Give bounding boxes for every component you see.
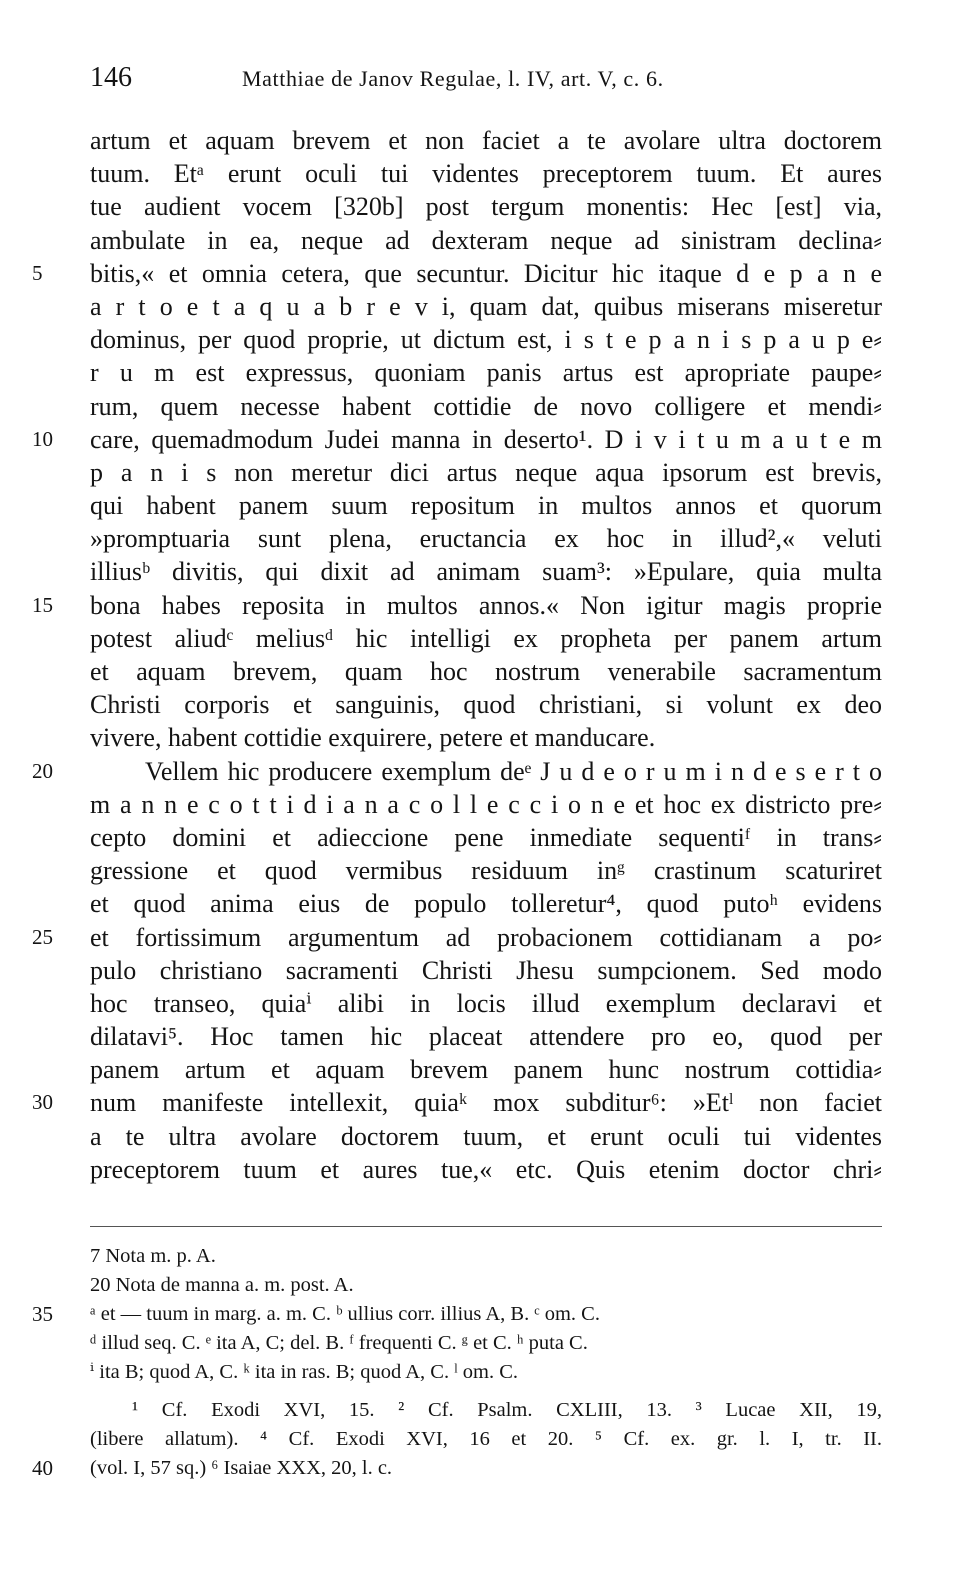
line-text: preceptorem tuum et aures tue,« etc. Quis etenim doctor chri⸗ bbox=[90, 1154, 882, 1184]
line-text: ambulate in ea, neque ad dexteram neque ad sinistram declina⸗ bbox=[90, 225, 882, 255]
line-text: panem artum et aquam brevem panem hunc nostrum cottidia⸗ bbox=[90, 1055, 882, 1085]
line-text: m a n n e c o t t i d i a n a c o l l e c c i o n e et hoc ex districto pre⸗ bbox=[90, 789, 882, 819]
text-line bbox=[0, 1120, 960, 1153]
line-text: a r t o e t a q u a b r e v i, quam dat, quibus miserans miseretur bbox=[90, 291, 882, 321]
text-line bbox=[0, 190, 960, 223]
line-text: cepto domini et adieccione pene inmediate sequentiᶠ in trans⸗ bbox=[90, 822, 882, 852]
footnote-text: (libere allatum). ⁴ Cf. Exodi XVI, 16 et 20. ⁵ Cf. ex. gr. l. I, tr. II. bbox=[90, 1428, 882, 1450]
text-line bbox=[0, 1020, 960, 1053]
page-header bbox=[90, 62, 890, 102]
text-line bbox=[0, 157, 960, 190]
text-line bbox=[0, 356, 960, 389]
text-line bbox=[0, 423, 960, 456]
line-number: 5 bbox=[32, 260, 43, 285]
line-number: 40 bbox=[32, 1456, 53, 1480]
footnote-line bbox=[0, 1425, 960, 1454]
text-line bbox=[0, 921, 960, 954]
footnote-text: ᵃ et — tuum in marg. a. m. C. ᵇ ullius corr. illius A, B. ᶜ om. C. bbox=[90, 1303, 600, 1325]
footnote-line bbox=[0, 1329, 960, 1358]
line-text: vivere, habent cottidie exquirere, petere et manducare. bbox=[90, 723, 656, 753]
line-text: Vellem hic producere exemplum deᵉ J u d e o r u m i n d e s e r t o bbox=[145, 756, 882, 786]
footnote-text: 20 Nota de manna a. m. post. A. bbox=[90, 1274, 354, 1296]
text-line bbox=[0, 987, 960, 1020]
line-text: r u m est expressus, quoniam panis artus est apropriate paupe⸗ bbox=[90, 358, 882, 388]
line-number: 35 bbox=[32, 1302, 53, 1326]
text-line bbox=[0, 323, 960, 356]
main-text-block bbox=[0, 124, 960, 1186]
text-line bbox=[0, 522, 960, 555]
text-line bbox=[0, 1086, 960, 1119]
footnote-line bbox=[0, 1271, 960, 1300]
text-line bbox=[0, 1153, 960, 1186]
text-line bbox=[0, 390, 960, 423]
text-line bbox=[0, 887, 960, 920]
line-text: potest aliudᶜ meliusᵈ hic intelligi ex propheta per panem artum bbox=[90, 623, 882, 653]
running-title: Matthiae de Janov Regulae, l. IV, art. V, c. 6. bbox=[242, 66, 664, 91]
line-text: gressione et quod vermibus residuum inᵍ crastinum scaturiret bbox=[90, 856, 882, 886]
text-line bbox=[0, 456, 960, 489]
line-text: et quod anima eius de populo tolleretur⁴, quod putoʰ evidens bbox=[90, 889, 882, 919]
line-text: dominus, per quod proprie, ut dictum est, i s t e p a n i s p a u p e⸗ bbox=[90, 325, 882, 355]
text-line bbox=[0, 290, 960, 323]
text-line bbox=[0, 755, 960, 788]
footnotes-block bbox=[0, 1242, 960, 1483]
line-text: tue audient vocem [320b] post tergum monentis: Hec [est] via, bbox=[90, 192, 882, 222]
text-line bbox=[0, 224, 960, 257]
text-line bbox=[0, 489, 960, 522]
footnote-text: 7 Nota m. p. A. bbox=[90, 1245, 216, 1267]
footnote-text: ᵈ illud seq. C. ᵉ ita A, C; del. B. ᶠ frequenti C. ᵍ et C. ʰ puta C. bbox=[90, 1332, 588, 1354]
text-line bbox=[0, 1053, 960, 1086]
line-text: tuum. Etᵃ erunt oculi tui videntes preceptorem tuum. Et aures bbox=[90, 159, 882, 189]
critical-apparatus bbox=[0, 1300, 960, 1387]
line-number: 15 bbox=[32, 592, 53, 617]
footnote-line bbox=[0, 1242, 960, 1271]
source-notes bbox=[0, 1396, 960, 1483]
line-text: bona habes reposita in multos annos.« Non igitur magis proprie bbox=[90, 590, 882, 620]
line-number: 20 bbox=[32, 758, 53, 783]
text-line bbox=[0, 788, 960, 821]
line-text: illiusᵇ divitis, qui dixit ad animam suam³: »Epulare, quia multa bbox=[90, 557, 882, 587]
footnote-text: ¹ Cf. Exodi XVI, 15. ² Cf. Psalm. CXLIII, 13. ³ Lucae XII, 19, bbox=[132, 1399, 882, 1421]
line-text: et aquam brevem, quam hoc nostrum venerabile sacramentum bbox=[90, 657, 882, 686]
footnote-line bbox=[0, 1396, 960, 1425]
text-line bbox=[0, 622, 960, 655]
line-text: qui habent panem suum repositum in multos annos et quorum bbox=[90, 491, 882, 521]
line-text: et fortissimum argumentum ad probacionem cottidianam a po⸗ bbox=[90, 922, 882, 952]
page-number: 146 bbox=[90, 62, 132, 93]
line-text: pulo christiano sacramenti Christi Jhesu sumpcionem. Sed modo bbox=[90, 955, 882, 985]
text-line bbox=[0, 589, 960, 622]
line-number: 30 bbox=[32, 1090, 53, 1115]
line-text: rum, quem necesse habent cottidie de novo colligere et mendi⸗ bbox=[90, 391, 882, 421]
footnote-text: (vol. I, 57 sq.) ⁶ Isaiae XXX, 20, l. c. bbox=[90, 1457, 393, 1479]
line-text: hoc transeo, quiaⁱ alibi in locis illud exemplum declaravi et bbox=[90, 988, 882, 1018]
line-text: »promptuaria sunt plena, eructancia ex hoc in illud²,« veluti bbox=[90, 524, 882, 554]
text-line bbox=[0, 854, 960, 887]
line-text: dilatavi⁵. Hoc tamen hic placeat attendere pro eo, quod per bbox=[90, 1022, 882, 1052]
text-line bbox=[0, 257, 960, 290]
footnote-line bbox=[0, 1454, 960, 1483]
line-text: artum et aquam brevem et non faciet a te avolare ultra doctorem bbox=[90, 126, 882, 155]
line-text: bitis,« et omnia cetera, que secuntur. Dicitur hic itaque d e p a n e bbox=[90, 258, 882, 288]
text-line bbox=[0, 721, 960, 754]
marginal-notes bbox=[0, 1242, 960, 1300]
text-line bbox=[0, 124, 960, 157]
text-line bbox=[0, 688, 960, 721]
footnote-text: ⁱ ita B; quod A, C. ᵏ ita in ras. B; quod A, C. ˡ om. C. bbox=[90, 1361, 518, 1383]
line-text: care, quemadmodum Judei manna in deserto¹. D i v i t u m a u t e m bbox=[90, 424, 882, 454]
text-line bbox=[0, 555, 960, 588]
footnote-line bbox=[0, 1300, 960, 1329]
text-line bbox=[0, 821, 960, 854]
text-line bbox=[0, 954, 960, 987]
line-text: a te ultra avolare doctorem tuum, et erunt oculi tui videntes bbox=[90, 1121, 882, 1151]
line-text: p a n i s non meretur dici artus neque aqua ipsorum est brevis, bbox=[90, 457, 882, 487]
line-text: num manifeste intellexit, quiaᵏ mox subditur⁶: »Etˡ non faciet bbox=[90, 1088, 882, 1118]
text-line bbox=[0, 655, 960, 688]
line-number: 25 bbox=[32, 924, 53, 949]
line-number: 10 bbox=[32, 426, 53, 451]
line-text: Christi corporis et sanguinis, quod christiani, si volunt ex deo bbox=[90, 690, 882, 720]
footnote-line bbox=[0, 1358, 960, 1387]
footnote-separator bbox=[90, 1226, 882, 1227]
